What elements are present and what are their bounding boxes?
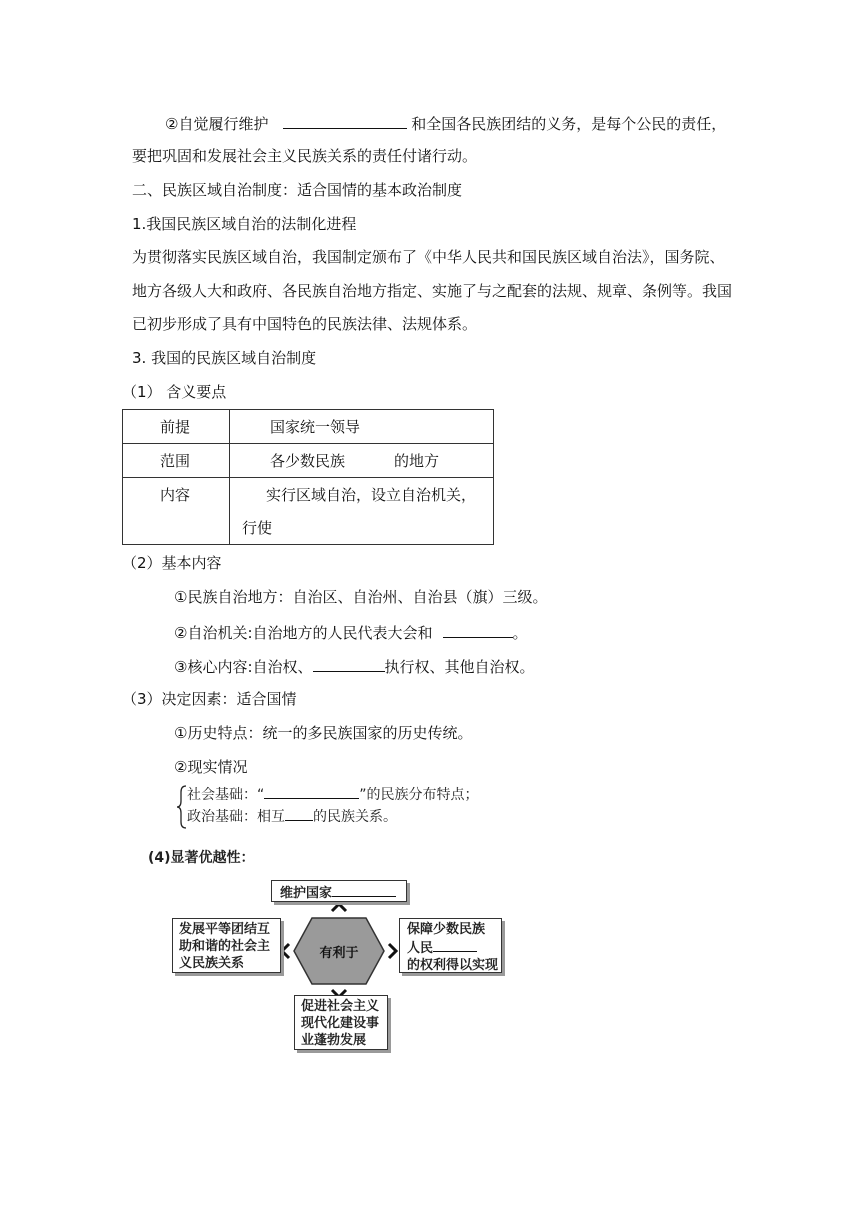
subsection-1-body-3: 已初步形成了具有中国特色的民族法律、法规体系。 [132, 315, 478, 333]
item-2-line-2: ②自治机关:自治地方的人民代表大会和 。 [174, 621, 528, 643]
content-line-1: 实行区域自治，设立自治机关， [266, 486, 477, 504]
chevron-up-icon [332, 904, 346, 911]
item-2-line-3: ③核心内容:自治权、 执行权、其他自治权。 [174, 655, 535, 677]
right-box: 保障少数民族 人民 的权利得以实现 [399, 918, 502, 973]
range-text-a: 各少数民族 [270, 452, 346, 470]
subsection-1-body-2: 地方各级人大和政府、各民族自治地方指定、实施了与之配套的法规、规章、条例等。我国 [132, 282, 733, 300]
range-text-b: 的地方 [394, 452, 440, 470]
blank-rights [433, 938, 477, 952]
top-box: 维护国家 [271, 880, 407, 902]
bottom-box: 促进社会主义 现代化建设事 业蓬勃发展 [294, 995, 388, 1050]
table-cell-label: 内容 [123, 478, 230, 545]
table-cell-label: 前提 [123, 410, 230, 444]
content-line-2: 行使 [242, 519, 273, 537]
left-box: 发展平等团结互 助和谐的社会主 义民族关系 [172, 918, 281, 973]
item-3-line-1: ①历史特点：统一的多民族国家的历史传统。 [174, 724, 473, 742]
duty-text-after: 和全国各民族团结的义务，是每个公民的责任， [411, 115, 727, 133]
item-2-line-1: ①民族自治地方：自治区、自治州、自治县（旗）三级。 [174, 588, 548, 606]
subsection-3-title: 3. 我国的民族区域自治制度 [132, 349, 317, 367]
blank-national [332, 883, 396, 897]
item-1-title: （1） 含义要点 [122, 383, 227, 401]
reality-brace-block: 社会基础：“ ”的民族分布特点； 政治基础：相互 的民族关系。 [187, 784, 479, 828]
item-3-title: （3）决定因素：适合国情 [122, 690, 297, 708]
chevron-right-icon [389, 944, 396, 958]
item-4-title: (4)显著优越性： [148, 850, 255, 866]
subsection-1-body-1: 为贯彻落实民族区域自治，我国制定颁布了《中华人民共和国民族区域自治法》，国务院、 [132, 248, 725, 266]
item-3-line-2: ②现实情况 [174, 758, 248, 776]
subsection-1-title: 1.我国民族区域自治的法制化进程 [132, 215, 357, 233]
section-2-title: 二、民族区域自治制度：适合国情的基本政治制度 [132, 181, 463, 199]
duty-line-2: 要把巩固和发展社会主义民族关系的责任付诸行动。 [132, 147, 478, 165]
duty-text-before: ②自觉履行维护 [165, 115, 269, 133]
chevron-left-icon [282, 944, 289, 958]
table-cell-label: 范围 [123, 444, 230, 478]
table-cell-value: 国家统一领导 [230, 410, 494, 444]
item-2-title: （2）基本内容 [122, 554, 222, 572]
center-label: 有利于 [319, 946, 359, 961]
